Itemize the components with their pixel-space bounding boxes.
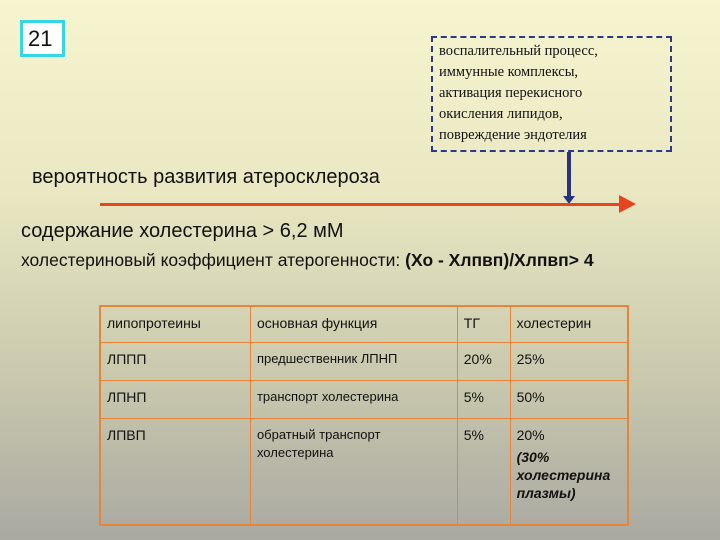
table-cell: 5% — [457, 418, 510, 525]
table-header-row — [100, 306, 628, 342]
right-arrow-head-icon — [619, 195, 636, 213]
header-cell: холестерин — [510, 306, 628, 342]
atherogenic-label: холестериновый коэффициент атерогенности: — [21, 250, 401, 270]
table-cell: транспорт холестерина — [250, 380, 457, 418]
header-cell: основная функция — [250, 306, 457, 342]
note-line: повреждение эндотелия — [439, 127, 587, 143]
note-line: окисления липидов, — [439, 106, 563, 122]
table-row — [100, 380, 628, 418]
table-cell: 20% — [457, 342, 510, 380]
table-cell: 5% — [457, 380, 510, 418]
plasma-footnote: (30% холестерина плазмы) — [516, 448, 611, 501]
causes-note-box — [431, 36, 672, 152]
table-cell: ЛПНП — [100, 380, 250, 418]
slide-number: 21 — [20, 20, 65, 57]
atherogenic-formula: (Хо - Хлпвп)/Хлпвп> 4 — [405, 250, 594, 270]
note-line: активация перекисного — [439, 85, 583, 101]
table-cell: обратный транспорт холестерина — [250, 418, 457, 525]
table-cell — [510, 418, 628, 525]
header-cell: ТГ — [457, 306, 510, 342]
cholesterol-value: 20% — [516, 426, 545, 443]
header-cell: липопротеины — [100, 306, 250, 342]
down-arrow-shaft — [567, 152, 571, 199]
table-cell: предшественник ЛПНП — [250, 342, 457, 380]
cholesterol-threshold: содержание холестерина > 6,2 мМ — [21, 220, 344, 242]
table-row — [100, 342, 628, 380]
note-line: воспалительный процесс, — [439, 43, 598, 59]
table-cell: ЛПВП — [100, 418, 250, 525]
probability-arrow-shaft — [100, 203, 622, 206]
table-cell: 50% — [510, 380, 628, 418]
atherogenic-coefficient — [21, 250, 594, 271]
probability-label: вероятность развития атеросклероза — [32, 166, 380, 188]
lipoprotein-table — [99, 305, 629, 526]
table-row — [100, 418, 628, 525]
table-cell: ЛППП — [100, 342, 250, 380]
table-cell: 25% — [510, 342, 628, 380]
note-line: иммунные комплексы, — [439, 64, 579, 80]
